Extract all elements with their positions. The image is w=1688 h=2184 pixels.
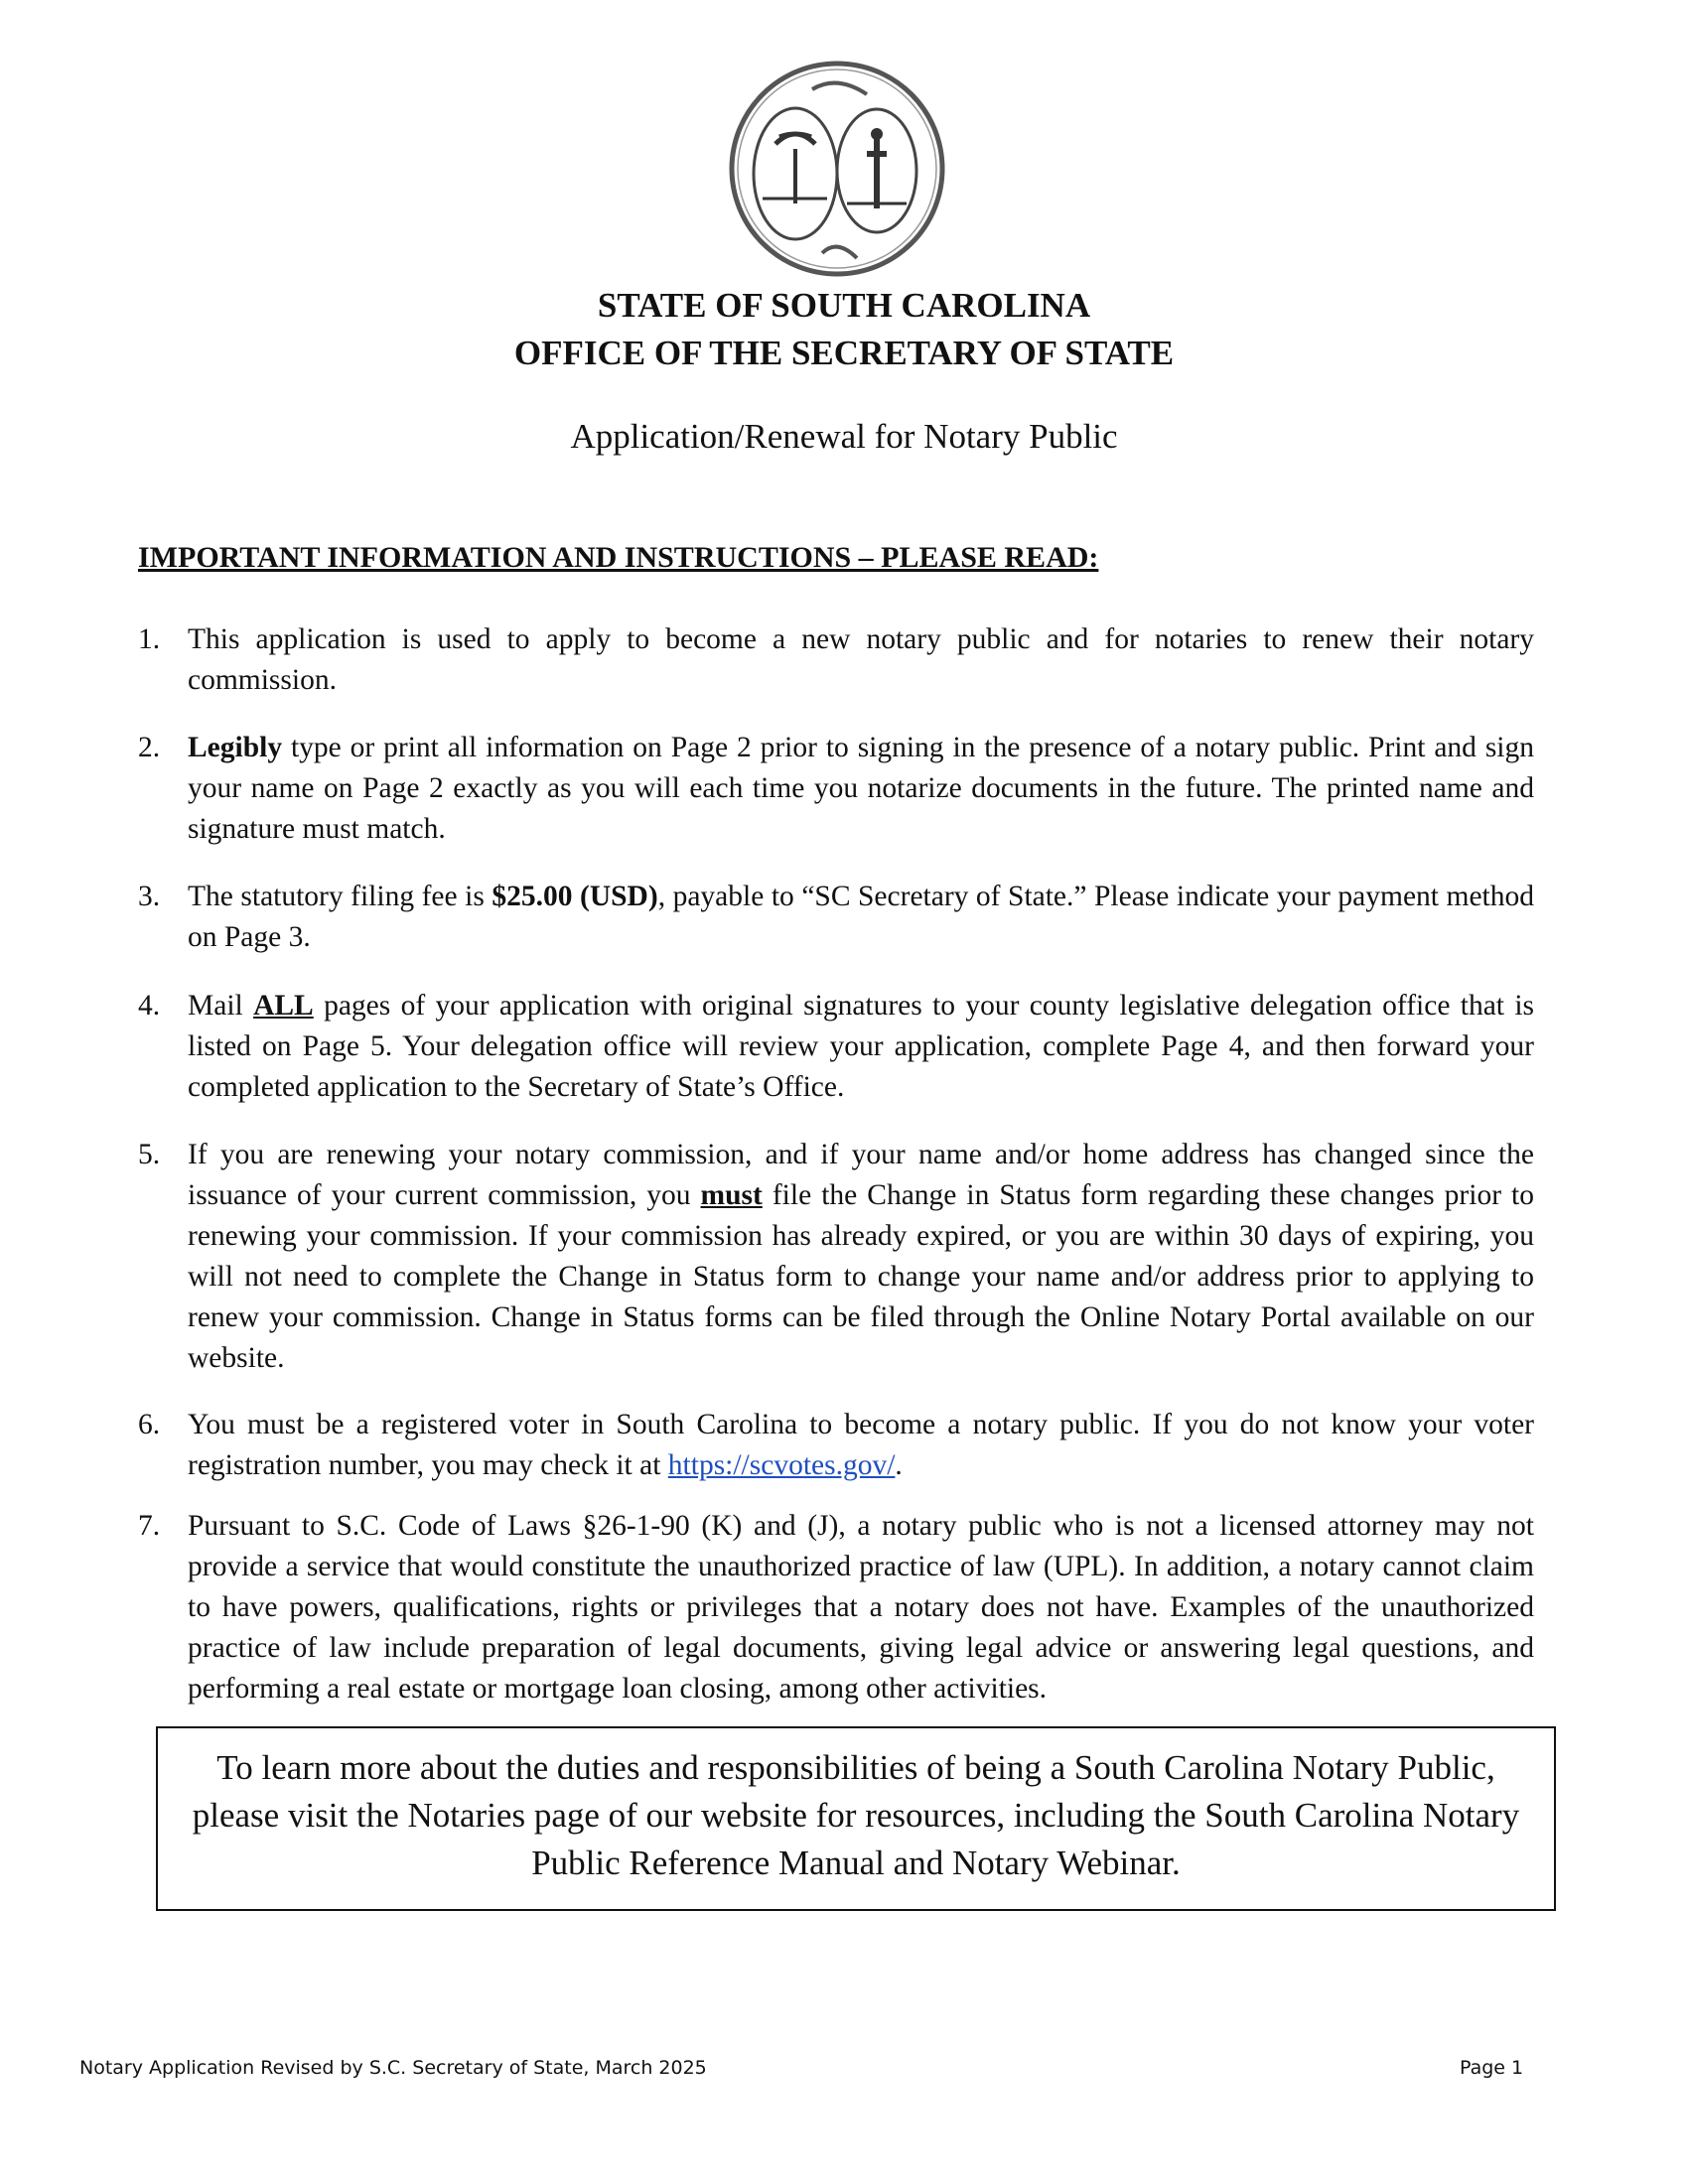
list-item [138, 619, 1534, 701]
text-segment: type or print all information on Page 2 prior to signing in the presence of a notary public. Print and sign your name on Page 2 exactly as you will each time you notarize documents in the future. The printed name and signature must match. [188, 732, 1534, 845]
state-seal-logo [728, 60, 946, 278]
info-box [156, 1726, 1556, 1911]
state-title: STATE OF SOUTH CAROLINA [597, 286, 1091, 325]
text-segment: The statutory filing fee is [188, 881, 492, 912]
item-number: 2. [138, 732, 161, 763]
list-item [138, 877, 1534, 958]
list-item [138, 728, 1534, 850]
item-text [188, 619, 1534, 701]
instructions-heading: IMPORTANT INFORMATION AND INSTRUCTIONS – PLEASE READ: [138, 541, 1099, 574]
emphasis-text: $25.00 (USD) [492, 881, 658, 912]
footer-page-number: Page 1 [1460, 2057, 1524, 2079]
text-segment: file the Change in Status form regarding these changes prior to renewing your commission. If your commission has already expired, or you are within 30 days of expiring, you will not need to complete the Change in Status form to change your name and/or address prior to applying to renew your commission. Change in Status forms can be filed through the Online Notary Portal available on our website. [188, 1179, 1535, 1374]
text-segment: . [895, 1449, 903, 1481]
text-segment: Mail [188, 990, 254, 1022]
text-segment: You must be a registered voter in South Carolina to become a notary public. If you do not know your voter registration number, you may check it at [188, 1409, 1534, 1481]
document-subtitle: Application/Renewal for Notary Public [570, 417, 1118, 456]
item-text [188, 1405, 1534, 1486]
emphasis-text: Legibly [188, 732, 283, 763]
item-text [188, 1506, 1534, 1709]
text-segment: Pursuant to S.C. Code of Laws §26-1-90 (K) and (J), a notary public who is not a licensed attorney may not provide a service that would constitute the unauthorized practice of law (UPL). In addition, a notary cannot claim to have powers, qualifications, rights or privileges that a notary does not have. Examples of the unauthorized practice of law include preparation of legal documents, giving legal advice or answering legal questions, and performing a real estate or mortgage loan closing, among other activities. [188, 1510, 1534, 1705]
emphasis-text: ALL [253, 990, 314, 1022]
item-text [188, 986, 1534, 1108]
item-number: 3. [138, 881, 161, 912]
item-text [188, 877, 1534, 958]
list-item [138, 1135, 1534, 1379]
info-box-text: To learn more about the duties and responsibilities of being a South Carolina Notary Public, please visit the Notaries page of our website for resources, including the South Carolina Notary Public Reference Manual and Notary Webinar. [192, 1748, 1520, 1882]
text-segment: pages of your application with original signatures to your county legislative delegation office that is listed on Page 5. Your delegation office will review your application, complete Page 4, and then forward your completed application to the Secretary of State’s Office. [188, 990, 1535, 1103]
footer-revision-note: Notary Application Revised by S.C. Secretary of State, March 2025 [79, 2057, 707, 2079]
item-number: 1. [138, 623, 161, 655]
item-number: 4. [138, 990, 161, 1022]
office-title: OFFICE OF THE SECRETARY OF STATE [513, 334, 1175, 372]
item-number: 5. [138, 1139, 161, 1170]
item-number: 7. [138, 1510, 161, 1542]
list-item [138, 1405, 1534, 1486]
list-item [138, 1506, 1534, 1709]
text-segment: This application is used to apply to become a new notary public and for notaries to renew their notary commission. [188, 623, 1534, 696]
emphasis-text: must [700, 1179, 763, 1211]
voter-link[interactable]: https://scvotes.gov/ [667, 1449, 896, 1481]
item-text [188, 728, 1534, 850]
text-segment: If you are renewing your notary commission, and if your name and/or home address has changed since the issuance of your current commission, you [188, 1139, 1534, 1211]
item-text [188, 1135, 1534, 1379]
text-segment: , payable to “SC Secretary of State.” Please indicate your payment method on Page 3. [188, 881, 1535, 953]
item-number: 6. [138, 1409, 161, 1440]
list-item [138, 986, 1534, 1108]
